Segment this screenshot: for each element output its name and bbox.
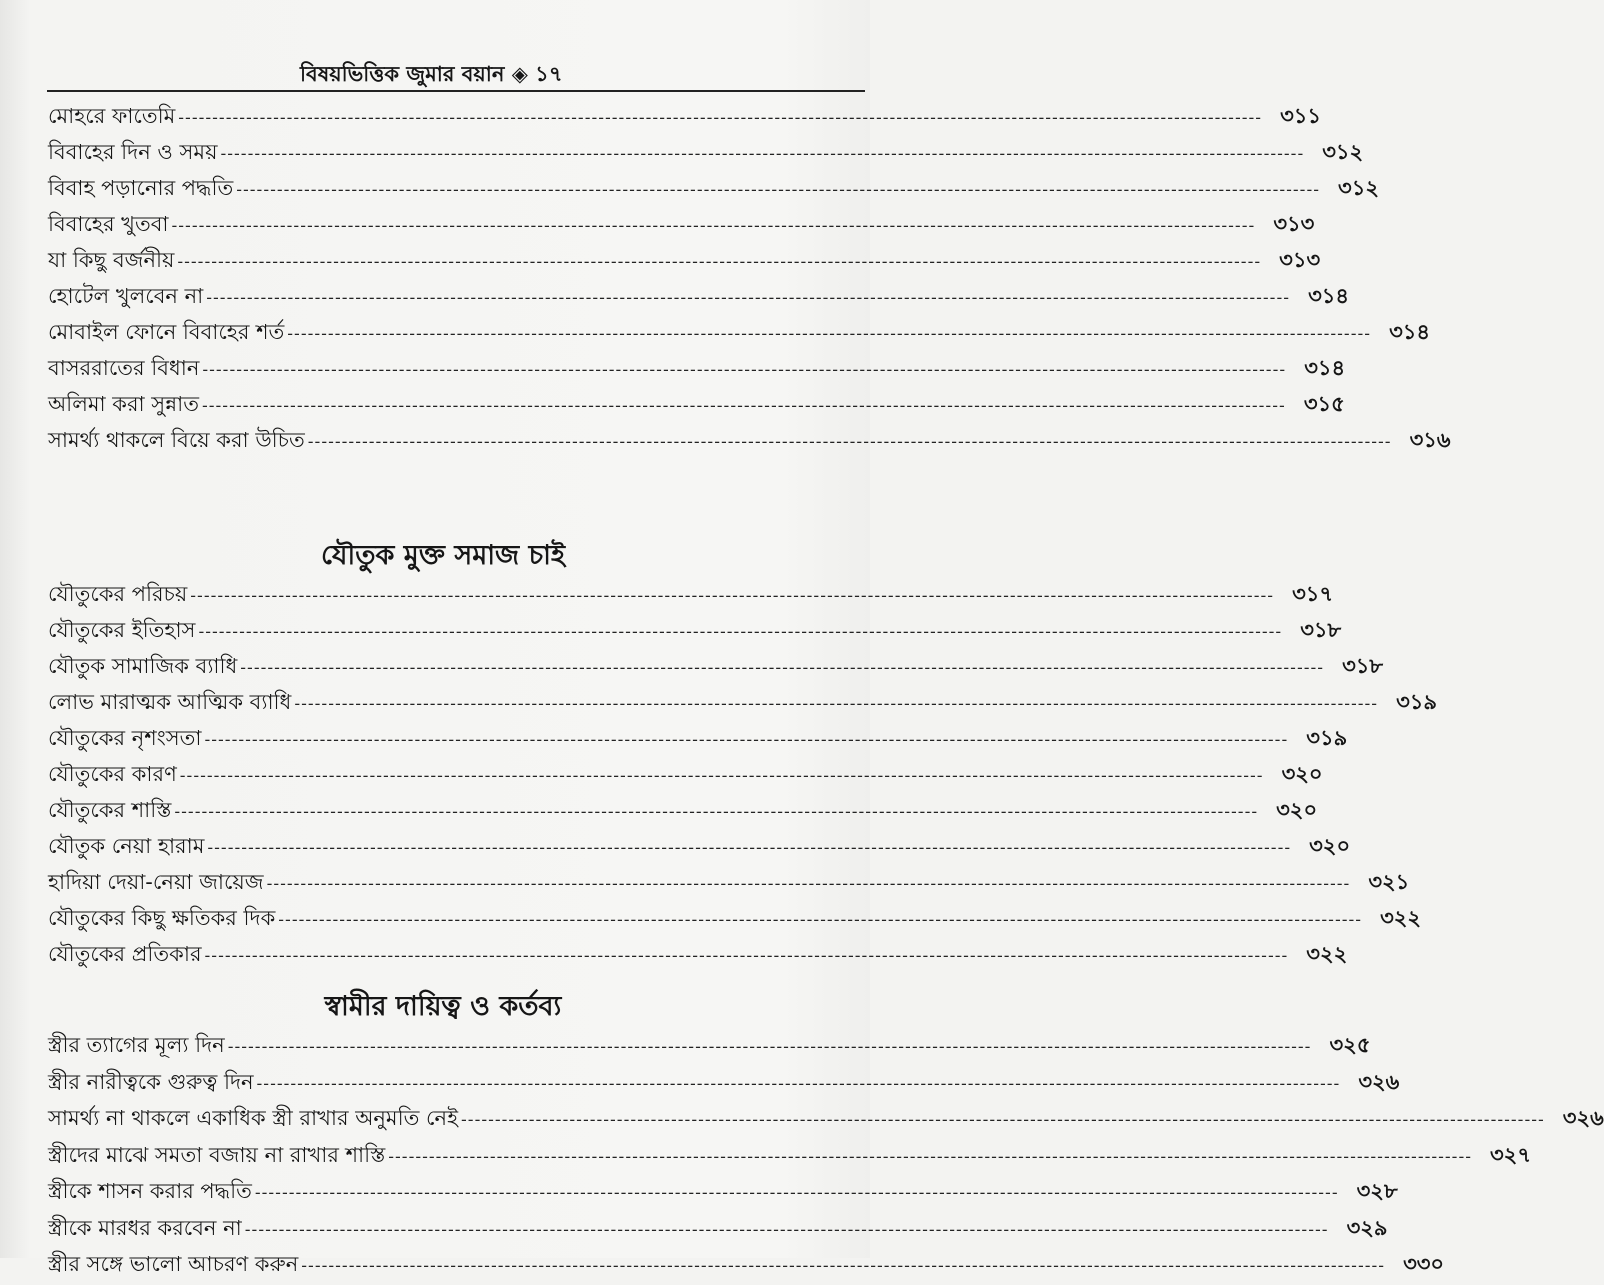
page-number: ৩২৬ bbox=[1358, 1069, 1400, 1094]
section-title: স্বামীর দায়িত্ব ও কর্তব্য bbox=[324, 991, 562, 1022]
toc-entry bbox=[48, 864, 1410, 900]
dash-leader: ---------------------------------------------------------------------------------------------------------------------------------------------------------------- bbox=[240, 658, 1325, 677]
page-number: ৩১৮ bbox=[1342, 654, 1384, 678]
page-number: ৩১২ bbox=[1338, 176, 1379, 200]
page-number: ৩১৫ bbox=[1303, 392, 1345, 416]
dash-leader: ---------------------------------------------------------------------------------------------------------------------------------------------------------------- bbox=[278, 910, 1363, 929]
page-number: ৩২২ bbox=[1380, 906, 1422, 930]
entry-title: বাসররাতের বিধান bbox=[48, 356, 200, 380]
entry-title: মোবাইল ফোনে বিবাহের শর্ত bbox=[48, 320, 285, 344]
toc-entry bbox=[48, 576, 1334, 612]
toc-entry bbox=[48, 278, 1349, 314]
entry-title: হোটেল খুলবেন না bbox=[48, 284, 204, 308]
toc-entry bbox=[48, 1173, 1398, 1210]
toc-entry bbox=[48, 1210, 1388, 1247]
page-number: ৩২০ bbox=[1309, 834, 1351, 858]
dash-leader: ---------------------------------------------------------------------------------------------------------------------------------------------------------------- bbox=[461, 1110, 1545, 1129]
entry-title: যৌতুকের প্রতিকার bbox=[48, 942, 202, 966]
toc-entry bbox=[48, 936, 1348, 972]
dash-leader: ---------------------------------------------------------------------------------------------------------------------------------------------------------------- bbox=[227, 1037, 1312, 1056]
toc-entry bbox=[48, 350, 1346, 386]
dash-leader: ---------------------------------------------------------------------------------------------------------------------------------------------------------------- bbox=[177, 252, 1262, 271]
toc-entry bbox=[48, 1027, 1371, 1064]
toc-section-3 bbox=[48, 987, 1604, 1283]
toc-entry bbox=[48, 900, 1422, 936]
entry-title: স্ত্রীকে শাসন করার পদ্ধতি bbox=[48, 1179, 252, 1203]
toc-entry bbox=[48, 98, 1322, 134]
page-number: ৩২৮ bbox=[1356, 1179, 1398, 1203]
toc-entry bbox=[48, 242, 1321, 278]
page-number: ৩১৬ bbox=[1409, 428, 1451, 452]
dash-leader: ---------------------------------------------------------------------------------------------------------------------------------------------------------------- bbox=[244, 1219, 1329, 1239]
entry-title: স্ত্রীর সঙ্গে ভালো আচরণ করুন bbox=[48, 1252, 299, 1276]
page-number: ৩১৯ bbox=[1396, 690, 1438, 714]
entry-title: যৌতুকের ইতিহাস bbox=[48, 618, 196, 642]
entry-title: যা কিছু বর্জনীয় bbox=[48, 248, 175, 272]
dash-leader: ---------------------------------------------------------------------------------------------------------------------------------------------------------------- bbox=[171, 216, 1256, 235]
dash-leader: ---------------------------------------------------------------------------------------------------------------------------------------------------------------- bbox=[307, 432, 1392, 451]
toc-entry bbox=[48, 720, 1348, 756]
page-number: ৩১৭ bbox=[1292, 582, 1334, 606]
toc-section-2 bbox=[48, 536, 1438, 972]
running-head: বিষয়ভিত্তিক জুমার বয়ান ◈ ১৭ bbox=[300, 62, 563, 86]
entry-title: স্ত্রীর নারীত্বকে গুরুত্ব দিন bbox=[48, 1069, 254, 1094]
page-number: ৩১৪ bbox=[1304, 356, 1346, 380]
entry-title: স্ত্রীদের মাঝে সমতা বজায় না রাখার শাস্তি bbox=[48, 1142, 386, 1167]
page-number: ৩২৭ bbox=[1490, 1142, 1531, 1167]
toc-entries bbox=[48, 98, 1451, 458]
toc-entries bbox=[48, 1027, 1604, 1283]
dash-leader: ---------------------------------------------------------------------------------------------------------------------------------------------------------------- bbox=[190, 586, 1275, 605]
section-title: যৌতুক মুক্ত সমাজ চাই bbox=[320, 540, 566, 571]
page-number: ৩১২ bbox=[1322, 140, 1364, 164]
page-number: ৩১৪ bbox=[1389, 320, 1431, 344]
toc-entry bbox=[48, 792, 1318, 828]
toc-entry bbox=[48, 648, 1384, 684]
dash-leader: ---------------------------------------------------------------------------------------------------------------------------------------------------------------- bbox=[388, 1146, 1472, 1166]
entry-title: যৌতুকের শাস্তি bbox=[48, 798, 172, 822]
page-number: ৩১৪ bbox=[1308, 284, 1349, 308]
toc-entry bbox=[48, 134, 1364, 170]
dash-leader: ---------------------------------------------------------------------------------------------------------------------------------------------------------------- bbox=[179, 766, 1264, 785]
page-number: ৩২৯ bbox=[1346, 1215, 1388, 1240]
entry-title: যৌতুকের নৃশংসতা bbox=[48, 726, 202, 750]
toc-entry bbox=[48, 170, 1379, 206]
entry-title: স্ত্রীর ত্যাগের মূল্য দিন bbox=[48, 1033, 225, 1057]
page-number: ৩১৮ bbox=[1300, 618, 1342, 642]
toc-entry bbox=[48, 206, 1315, 242]
page-number: ৩১৩ bbox=[1279, 248, 1321, 272]
dash-leader: ---------------------------------------------------------------------------------------------------------------------------------------------------------------- bbox=[266, 874, 1351, 893]
dash-leader: ---------------------------------------------------------------------------------------------------------------------------------------------------------------- bbox=[178, 108, 1263, 127]
page-number: ৩২২ bbox=[1306, 942, 1348, 966]
toc-entry bbox=[48, 386, 1345, 422]
entry-title: সামর্থ্য থাকলে বিয়ে করা উচিত bbox=[48, 428, 305, 452]
dash-leader: ---------------------------------------------------------------------------------------------------------------------------------------------------------------- bbox=[174, 802, 1259, 821]
entry-title: বিবাহ পড়ানোর পদ্ধতি bbox=[48, 176, 234, 200]
entry-title: যৌতুকের পরিচয় bbox=[48, 582, 188, 606]
toc-entry bbox=[48, 1246, 1445, 1283]
entry-title: যৌতুকের কারণ bbox=[48, 762, 177, 786]
toc-entry bbox=[48, 422, 1451, 458]
entry-title: বিবাহের খুতবা bbox=[48, 212, 169, 236]
toc-entry bbox=[48, 756, 1323, 792]
dash-leader: ---------------------------------------------------------------------------------------------------------------------------------------------------------------- bbox=[236, 180, 1320, 199]
page-number: ৩৩০ bbox=[1403, 1252, 1445, 1276]
dash-leader: ---------------------------------------------------------------------------------------------------------------------------------------------------------------- bbox=[256, 1073, 1341, 1093]
dash-leader: ---------------------------------------------------------------------------------------------------------------------------------------------------------------- bbox=[202, 360, 1287, 379]
entry-title: স্ত্রীকে মারধর করবেন না bbox=[48, 1215, 242, 1240]
dash-leader: ---------------------------------------------------------------------------------------------------------------------------------------------------------------- bbox=[201, 396, 1286, 415]
entry-title: হাদিয়া দেয়া-নেয়া জায়েজ bbox=[48, 870, 264, 894]
entry-title: বিবাহের দিন ও সময় bbox=[48, 140, 218, 164]
entry-title: লোভ মারাত্মক আত্মিক ব্যাধি bbox=[48, 690, 292, 714]
entry-title: মোহরে ফাতেমি bbox=[48, 104, 176, 128]
toc-entries bbox=[48, 576, 1438, 972]
dash-leader: ---------------------------------------------------------------------------------------------------------------------------------------------------------------- bbox=[206, 288, 1290, 307]
page-number: ৩২১ bbox=[1368, 870, 1410, 894]
dash-leader: ---------------------------------------------------------------------------------------------------------------------------------------------------------------- bbox=[287, 324, 1372, 343]
dash-leader: ---------------------------------------------------------------------------------------------------------------------------------------------------------------- bbox=[204, 946, 1289, 965]
page-number: ৩২০ bbox=[1276, 798, 1318, 822]
toc-entry bbox=[48, 1137, 1531, 1174]
page-number: ৩১৯ bbox=[1306, 726, 1348, 750]
dash-leader: ---------------------------------------------------------------------------------------------------------------------------------------------------------------- bbox=[254, 1183, 1339, 1202]
toc-entry bbox=[48, 828, 1351, 864]
toc-entry bbox=[48, 314, 1431, 350]
page-number: ৩২৬ bbox=[1562, 1106, 1604, 1130]
page-number: ৩১১ bbox=[1280, 104, 1322, 128]
toc-entry bbox=[48, 612, 1342, 648]
page-number: ৩২৫ bbox=[1329, 1033, 1371, 1057]
toc-entry bbox=[48, 1064, 1400, 1101]
page-number: ৩১৩ bbox=[1273, 212, 1315, 236]
toc-entry bbox=[48, 684, 1438, 720]
toc-section-1 bbox=[48, 98, 1451, 458]
dash-leader: ---------------------------------------------------------------------------------------------------------------------------------------------------------------- bbox=[207, 838, 1292, 857]
dash-leader: ---------------------------------------------------------------------------------------------------------------------------------------------------------------- bbox=[198, 622, 1283, 641]
dash-leader: ---------------------------------------------------------------------------------------------------------------------------------------------------------------- bbox=[204, 730, 1289, 749]
dash-leader: ---------------------------------------------------------------------------------------------------------------------------------------------------------------- bbox=[301, 1256, 1386, 1275]
entry-title: অলিমা করা সুন্নাত bbox=[48, 392, 199, 416]
dash-leader: ---------------------------------------------------------------------------------------------------------------------------------------------------------------- bbox=[220, 144, 1305, 163]
header-rule bbox=[47, 90, 865, 92]
entry-title: যৌতুকের কিছু ক্ষতিকর দিক bbox=[48, 906, 276, 930]
entry-title: যৌতুক সামাজিক ব্যাধি bbox=[48, 654, 238, 678]
page-number: ৩২০ bbox=[1281, 762, 1323, 786]
toc-entry bbox=[48, 1100, 1604, 1137]
entry-title: যৌতুক নেয়া হারাম bbox=[48, 834, 205, 858]
dash-leader: ---------------------------------------------------------------------------------------------------------------------------------------------------------------- bbox=[294, 694, 1379, 713]
entry-title: সামর্থ্য না থাকলে একাধিক স্ত্রী রাখার অনুমতি নেই bbox=[48, 1106, 459, 1130]
